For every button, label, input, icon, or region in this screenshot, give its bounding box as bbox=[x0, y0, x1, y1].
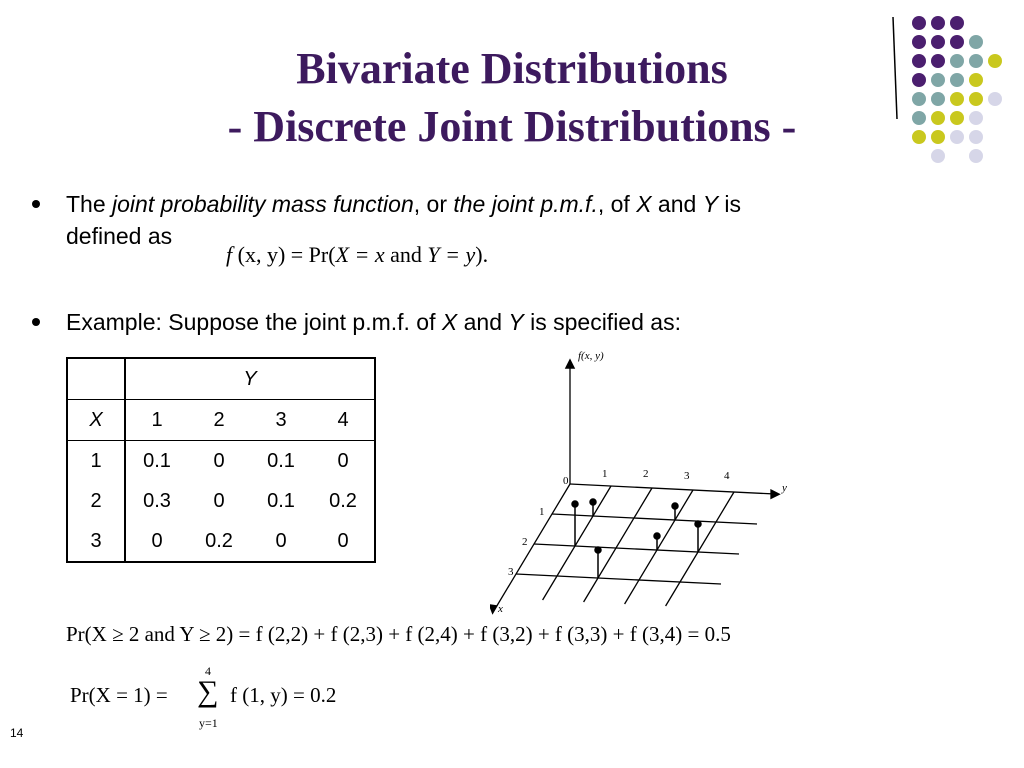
pmf-spike-point bbox=[654, 533, 660, 539]
x-tick-label: 3 bbox=[508, 566, 514, 578]
y-axis-line bbox=[570, 484, 779, 494]
sum-lower-limit: y=1 bbox=[199, 716, 218, 730]
text-segment: and bbox=[457, 309, 509, 335]
grid-line bbox=[516, 574, 721, 584]
pmf-spike-point bbox=[590, 499, 596, 505]
var-x: X bbox=[441, 309, 458, 335]
table-cell: 0 bbox=[337, 449, 349, 472]
grid-line bbox=[534, 544, 739, 554]
formula-args: (x, y) = Pr( bbox=[232, 242, 336, 267]
sum-symbol: ∑ bbox=[197, 675, 219, 708]
table-cell: 0 bbox=[275, 529, 287, 552]
z-axis-label: f(x, y) bbox=[578, 350, 604, 362]
table-row bbox=[67, 521, 375, 562]
table-corner-cell bbox=[67, 358, 125, 400]
decorative-dot bbox=[931, 16, 945, 30]
table-cell: 0.1 bbox=[267, 449, 295, 472]
formula-f: f bbox=[226, 242, 233, 267]
term-joint-pmf: joint probability mass function bbox=[112, 191, 414, 217]
table-y-value: 3 bbox=[250, 400, 312, 441]
text-segment: The bbox=[66, 191, 113, 217]
formula-prob-eq-rhs: f (1, y) = 0.2 bbox=[230, 683, 337, 707]
x-axis-arrow bbox=[490, 605, 497, 613]
table-cell: 0.2 bbox=[329, 489, 357, 512]
formula-and: and bbox=[384, 242, 428, 267]
text-segment: , of bbox=[597, 191, 637, 217]
y-tick-label: 3 bbox=[684, 470, 690, 482]
x-axis-line bbox=[493, 484, 570, 613]
var-y: Y bbox=[508, 309, 524, 335]
grid-line bbox=[552, 514, 757, 524]
bullet-2-text bbox=[66, 306, 681, 338]
y-header-label: Y bbox=[243, 367, 257, 390]
y-axis-arrow bbox=[771, 490, 779, 498]
var-x: X bbox=[636, 191, 652, 217]
table-header-values-row bbox=[67, 400, 375, 441]
x-tick-label: 1 bbox=[539, 506, 545, 518]
table-cell: 0 bbox=[213, 449, 225, 472]
table-x-value: 3 bbox=[67, 521, 125, 562]
text-segment: is bbox=[718, 191, 742, 217]
z-axis-arrow bbox=[566, 360, 574, 368]
x-header-label: X bbox=[89, 408, 103, 431]
pmf-spike-point bbox=[695, 521, 701, 527]
pmf-spike-point bbox=[595, 547, 601, 553]
table-x-header bbox=[67, 400, 125, 441]
title-line-1: Bivariate Distributions bbox=[296, 44, 728, 93]
formula-y-eq: Y = y bbox=[427, 242, 476, 267]
joint-pmf-3d-graph bbox=[490, 340, 810, 620]
table-cell: 0 bbox=[213, 489, 225, 512]
text-segment: and bbox=[651, 191, 703, 217]
table-header-y-row bbox=[67, 358, 375, 400]
formula-prob-eq-lhs: Pr(X = 1) = bbox=[70, 683, 168, 707]
table-cell: 0 bbox=[337, 529, 349, 552]
grid-line bbox=[625, 490, 693, 604]
table-cell: 0.3 bbox=[143, 489, 171, 512]
bullet-marker bbox=[30, 316, 42, 328]
joint-pmf-table bbox=[66, 357, 376, 563]
table-cell: 0.2 bbox=[205, 529, 233, 552]
table-cell: 0.1 bbox=[143, 449, 171, 472]
decorative-dot bbox=[950, 16, 964, 30]
x-axis-label: x bbox=[498, 603, 503, 615]
y-tick-label: 1 bbox=[602, 468, 608, 480]
definition-formula bbox=[226, 242, 488, 268]
x-tick-label: 2 bbox=[522, 536, 528, 548]
y-tick-label: 4 bbox=[724, 470, 730, 482]
table-y-value: 2 bbox=[188, 400, 250, 441]
title-line-2: - Discrete Joint Distributions - bbox=[227, 102, 797, 151]
var-y: Y bbox=[702, 191, 719, 217]
text-segment: is specified as: bbox=[523, 309, 681, 335]
bullet-marker bbox=[30, 198, 42, 210]
pmf-spike-point bbox=[572, 501, 578, 507]
term-joint-pmf-short: the joint p.m.f. bbox=[453, 191, 598, 217]
formula-close: ). bbox=[475, 242, 489, 267]
formula-x-eq: X = x bbox=[335, 242, 385, 267]
slide-title bbox=[0, 40, 1024, 156]
decorative-dot bbox=[912, 16, 926, 30]
sum-upper-limit: 4 bbox=[205, 664, 211, 678]
pmf-spike-point bbox=[672, 503, 678, 509]
bullet-1-text-line-2: defined as bbox=[66, 223, 173, 249]
table-row bbox=[67, 481, 375, 521]
text-segment: , or bbox=[413, 191, 454, 217]
table-y-value: 4 bbox=[312, 400, 375, 441]
table-cell: 0 bbox=[151, 529, 163, 552]
y-axis-label: y bbox=[782, 482, 787, 494]
bullet-1-text bbox=[66, 188, 741, 220]
table-x-value: 1 bbox=[67, 441, 125, 482]
formula-prob-ge: Pr(X ≥ 2 and Y ≥ 2) = f (2,2) + f (2,3) + f (2,4) + f (3,2) + f (3,3) + f (3,4) = 0.5 bbox=[66, 622, 731, 646]
table-x-value: 2 bbox=[67, 481, 125, 521]
table-y-header bbox=[125, 358, 375, 400]
y-tick-label: 2 bbox=[643, 468, 649, 480]
table-y-value: 1 bbox=[125, 400, 188, 441]
text-segment: Example: Suppose the joint p.m.f. of bbox=[66, 309, 442, 335]
table-cell: 0.1 bbox=[267, 489, 295, 512]
table-row bbox=[67, 441, 375, 482]
origin-label: 0 bbox=[563, 475, 569, 487]
slide-number: 14 bbox=[10, 726, 24, 740]
